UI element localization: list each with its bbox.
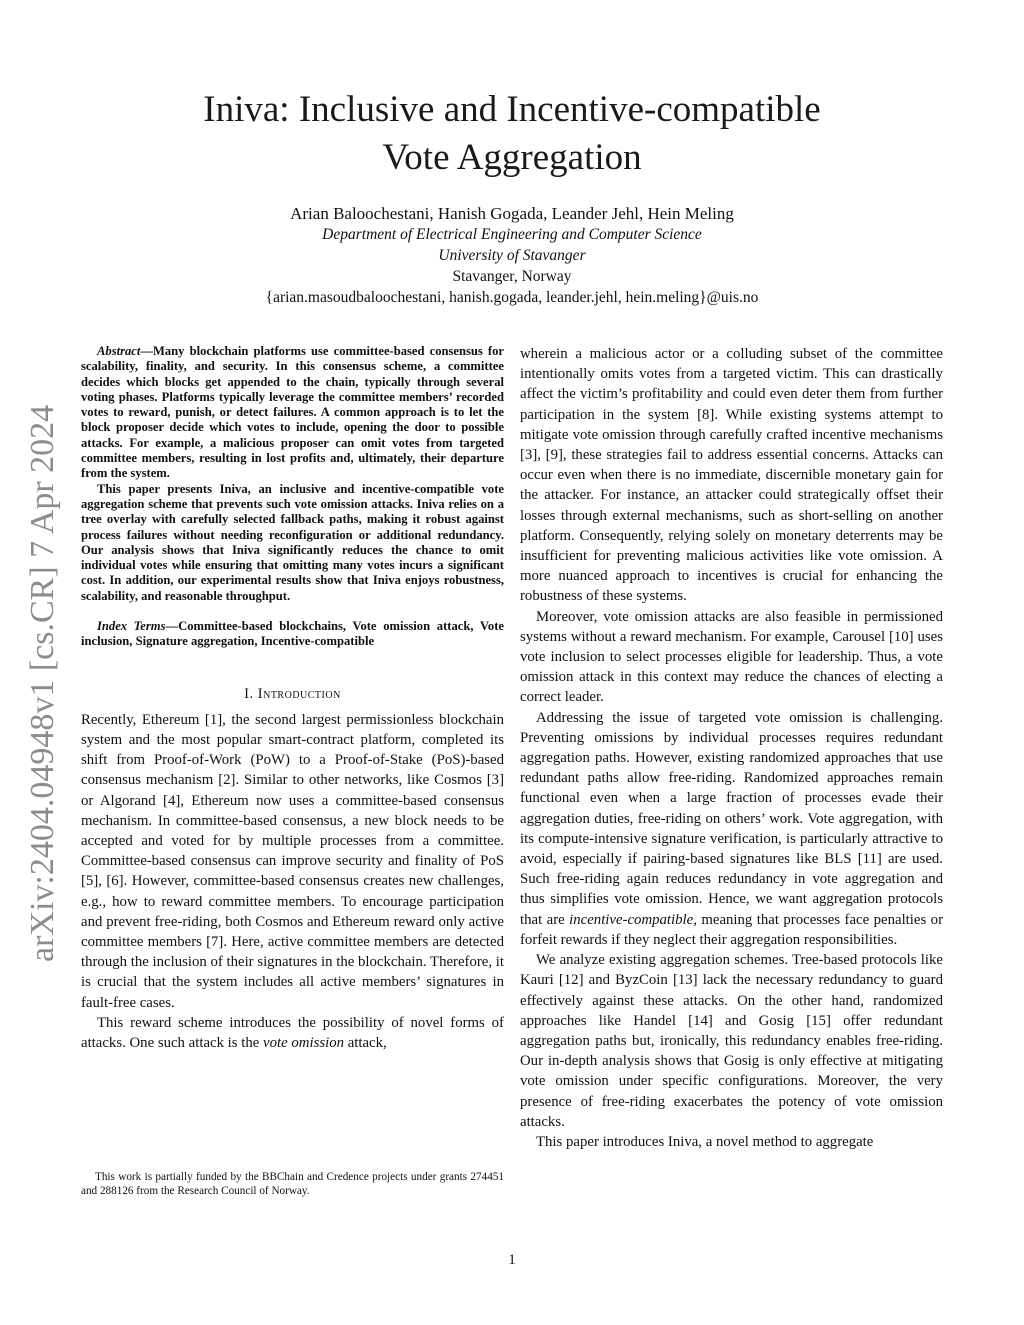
- intro-paragraph-1: Recently, Ethereum [1], the second largest permissionless blockchain system and the most popular smart-contract platform, completed its shift from Proof-of-Work (PoW) to a Proof-of-Stake (PoS)-based consensus mechanism [2]. Similar to other networks, like Cosmos [3] or Algorand [4], Ethereum now uses a committee-based consensus mechanism. In committee-based consensus, a new block needs to be accepted and voted for by multiple processes from a committee. Committee-based consensus can improve security and finality of PoS [5], [6]. However, committee-based consensus creates new challenges, e.g., how to reward committee members. To encourage participation and prevent free-riding, both Cosmos and Ethereum reward only active committee members [7]. Here, active committee members are detected through the inclusion of their signatures in the blockchain. Therefore, it is crucial that the system includes all active members’ signatures in fault-free cases.: [81, 711, 504, 1011]
- page-number: 1: [508, 1252, 516, 1268]
- funding-footnote: This work is partially funded by the BBChain and Credence projects under grants 274451 and 288126 from the Research Council of Norway.: [81, 1171, 504, 1197]
- right-paragraph-3: [520, 708, 943, 950]
- right-paragraph-4: We analyze existing aggregation schemes. Tree-based protocols like Kauri [12] and ByzCoin [13] lack the necessary redundancy to guard effectively against these attacks. On the other hand, randomized approaches like Handel [14] and Gosig [15] offer redundant aggregation paths but, ironically, this redundancy enables free-riding. Our in-depth analysis shows that Gosig is only effective at mitigating vote omission under specific configurations. Moreover, the very presence of free-riding exacerbates the potency of vote omission attacks.: [520, 952, 943, 1130]
- intro-p2-emphasis: vote omission: [263, 1035, 344, 1052]
- right-paragraph-2: Moreover, vote omission attacks are also feasible in permissioned systems without a reward mechanism. For example, Carousel [10] uses vote inclusion to select processes eligible for leadership. Thus, a vote omission attack in this context may reduce the chances of electing a correct leader.: [520, 608, 943, 706]
- right-paragraph-1: wherein a malicious actor or a colluding subset of the committee intentionally omits votes from a targeted victim. This can drastically affect the victim’s profitability and could even deter them from further participation in the system [8]. While existing systems attempt to mitigate vote omission through carefully crafted incentive mechanisms [3], [9], these strategies fail to address essential concerns. Attacks can occur even when there is no immediate, discernible monetary gain for the attacker. For instance, an attacker could strategically offset their losses through external mechanisms, such as short-selling on another platform. Consequently, relying solely on monetary deterrents may be insufficient for preventing malicious activities like vote omission. A more nuanced approach to incentives is crucial for enhancing the robustness of these systems.: [520, 346, 943, 605]
- index-terms-text: Committee-based blockchains, Vote omission attack, Vote inclusion, Signature aggregation, Incentive-compatible: [81, 619, 504, 649]
- section-heading-introduction: [81, 684, 504, 704]
- abstract-paragraph-1: Abstract—Many blockchain platforms use committee-based consensus for scalability, finality, and security. In this consensus scheme, a committee decides which blocks get appended to the chain, typically through several voting phases. Platforms typically leverage the committee members’ recorded votes to reward, punish, or detect failures. A common approach is to let the block proposer decide which votes to include, opening the door to possible attacks. For example, a malicious proposer can omit votes from targeted committee members, resulting in lost profits and, ultimately, their departure from the system.: [81, 344, 504, 481]
- intro-p2-start: This reward scheme introduces the possibility of novel forms of attacks. One such attack is the: [81, 1014, 504, 1052]
- intro-p2-end: attack,: [344, 1035, 387, 1052]
- index-terms-label: Index Terms: [97, 619, 166, 634]
- right-p3-emphasis: incentive-compatible: [569, 911, 694, 928]
- title-line-1: Iniva: Inclusive and Incentive-compatible: [203, 89, 821, 130]
- section-title: Introduction: [257, 685, 341, 702]
- section-number: I.: [244, 685, 258, 702]
- author-block: [120, 203, 904, 308]
- department: Department of Electrical Engineering and Computer Science: [322, 226, 702, 243]
- author-emails: {arian.masoudbaloochestani, hanish.gogada, leander.jehl, hein.meling}@uis.no: [265, 289, 759, 306]
- right-p3-start: Addressing the issue of targeted vote omission is challenging. Preventing omissions by individual processes requires redundant aggregation paths. However, existing randomized approaches that use redundant paths allow free-riding. Randomized approaches remain functional even when a large fraction of processes evade their aggregation duties, free-riding on others’ work. Vote aggregation, with its compute-intensive signature verification, is particularly attractive to avoid, especially if pairing-based signatures like BLS [11] are used. Such free-riding again reduces redundancy in vote aggregation and thus simplifies vote omission. Hence, we want aggregation protocols that are: [520, 709, 943, 928]
- arxiv-identifier: arXiv:2404.04948v1 [cs.CR] 7 Apr 2024: [24, 404, 61, 962]
- paper-title: [120, 86, 904, 182]
- right-p3-end: , meaning that processes face penalties or forfeit rewards if they neglect their aggregation responsibilities.: [520, 911, 943, 948]
- author-names: Arian Baloochestani, Hanish Gogada, Leander Jehl, Hein Meling: [290, 204, 734, 223]
- title-line-2: Vote Aggregation: [382, 137, 642, 178]
- location: Stavanger, Norway: [452, 268, 572, 285]
- right-column: [520, 344, 943, 1152]
- intro-paragraph-2: [81, 1013, 504, 1053]
- abstract-paragraph-2: This paper presents Iniva, an inclusive and incentive-compatible vote aggregation scheme that prevents such vote omission attacks. Iniva relies on a tree overlay with carefully selected fallback paths, making it robust against process failures without needing reconfiguration or additional redundancy. Our analysis shows that Iniva significantly reduces the chance to omit individual votes while ensuring that omitting many votes incurs a significant cost. In addition, our experimental results show that Iniva enjoys robustness, scalability, and reasonable throughput.: [81, 481, 504, 603]
- abstract-label: Abstract: [97, 344, 141, 358]
- index-terms: Index Terms—Committee-based blockchains, Vote omission attack, Vote inclusion, Signature aggregation, Incentive-compatible: [81, 619, 504, 649]
- university: University of Stavanger: [438, 247, 586, 264]
- abstract: [81, 344, 504, 604]
- right-paragraph-5: This paper introduces Iniva, a novel method to aggregate: [536, 1133, 874, 1150]
- abstract-text-1: Many blockchain platforms use committee-based consensus for scalability, finality, and security. In this consensus scheme, a committee decides which blocks get appended to the chain, typically through several voting phases. Platforms typically leverage the committee members’ recorded votes to reward, punish, or detect failures. A common approach is to let the block proposer decide which votes to include, opening the door to possible attacks. For example, a malicious proposer can omit votes from targeted committee members, resulting in lost profits and, ultimately, their departure from the system.: [81, 344, 504, 481]
- left-column: [81, 344, 504, 1053]
- footnote: [81, 1170, 504, 1198]
